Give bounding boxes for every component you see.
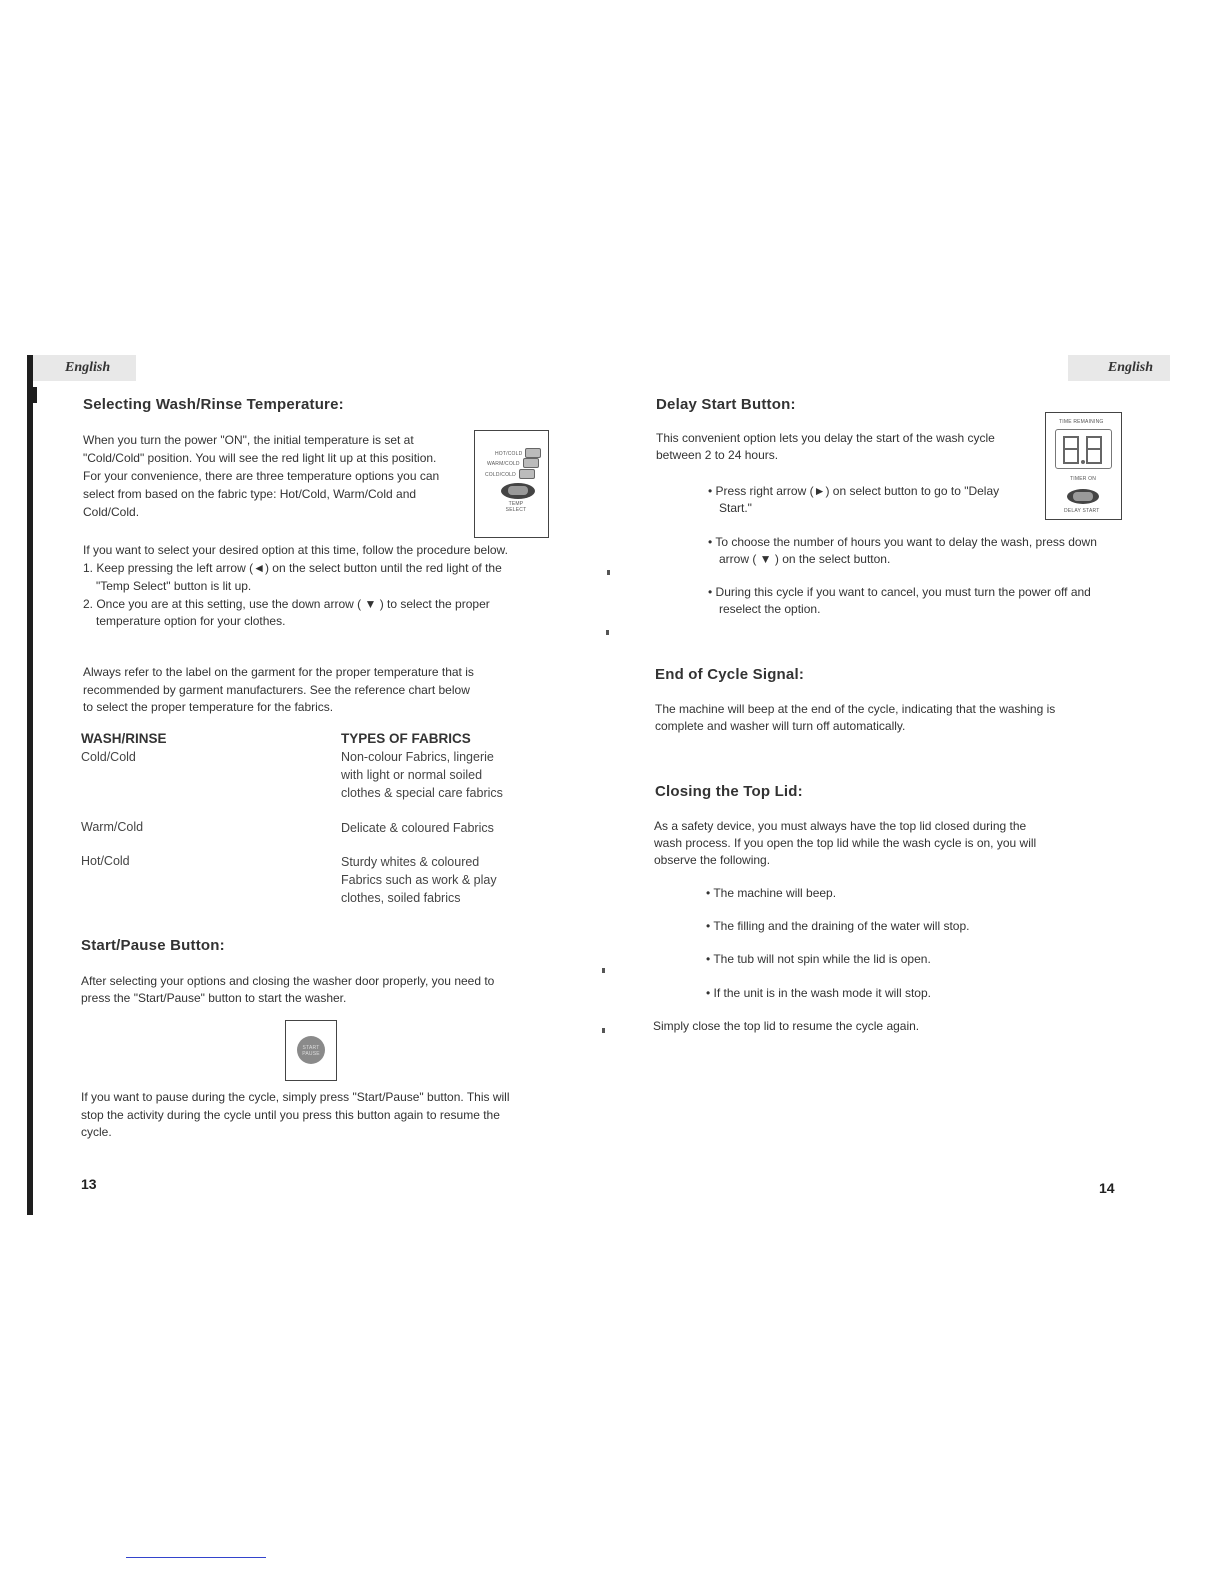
delay-start-panel-illustration bbox=[1045, 412, 1122, 520]
warm-cold-indicator-light bbox=[523, 458, 539, 468]
lid-bullet: • If the unit is in the wash mode it will stop. bbox=[706, 985, 931, 1003]
table-cell-fabric: Non-colour Fabrics, lingerie bbox=[341, 750, 494, 764]
fold-mark bbox=[602, 968, 605, 973]
page-binding-notch bbox=[27, 387, 37, 403]
lid-text-line: As a safety device, you must always have the top lid closed during the bbox=[654, 819, 1027, 833]
table-cell-fabric: clothes & special care fabrics bbox=[341, 786, 503, 800]
time-remaining-label: TIME REMAINING bbox=[1059, 419, 1104, 425]
digit-one-icon bbox=[1063, 436, 1079, 464]
language-label: English bbox=[1107, 360, 1153, 375]
step-two-line: 2. Once you are at this setting, use the down arrow ( ▼ ) to select the proper bbox=[83, 597, 490, 611]
text-line: When you turn the power "ON", the initial temperature is set at bbox=[83, 433, 414, 447]
delay-intro-line: This convenient option lets you delay the start of the wash cycle bbox=[656, 431, 995, 445]
warm-cold-label: WARM/COLD bbox=[487, 461, 520, 467]
procedure-intro: If you want to select your desired option at this time, follow the procedure below. bbox=[83, 543, 508, 557]
delay-bullet-line: • To choose the number of hours you want to delay the wash, press down bbox=[708, 534, 1097, 552]
delay-intro-line: between 2 to 24 hours. bbox=[656, 448, 779, 462]
section-title-end-of-cycle: End of Cycle Signal: bbox=[655, 666, 805, 683]
table-cell-wash: Cold/Cold bbox=[81, 750, 136, 764]
section-title-closing-lid: Closing the Top Lid: bbox=[655, 783, 803, 800]
pause-text-line: If you want to pause during the cycle, simply press "Start/Pause" button. This will bbox=[81, 1090, 510, 1104]
lid-bullet: • The machine will beep. bbox=[706, 885, 836, 903]
digit-two-icon bbox=[1086, 436, 1102, 464]
digit-two-mid-icon bbox=[1088, 448, 1100, 450]
table-cell-fabric: with light or normal soiled bbox=[341, 768, 483, 782]
cold-cold-label: COLD/COLD bbox=[485, 472, 516, 478]
start-text-line: press the "Start/Pause" button to start the washer. bbox=[81, 991, 347, 1005]
pause-text-line: stop the activity during the cycle until you press this button again to resume the bbox=[81, 1108, 500, 1122]
start-pause-label: START PAUSE bbox=[302, 1045, 320, 1057]
temp-select-label: TEMP SELECT bbox=[505, 501, 527, 513]
always-refer-line: to select the proper temperature for the fabrics. bbox=[83, 700, 334, 714]
timer-on-label: TIMER ON bbox=[1070, 476, 1097, 482]
delay-start-button-face bbox=[1073, 492, 1093, 501]
language-tab-right bbox=[1068, 355, 1170, 381]
delay-bullet-line: reselect the option. bbox=[719, 602, 821, 616]
step-two-line: temperature option for your clothes. bbox=[96, 614, 286, 628]
lid-bullet: • The tub will not spin while the lid is open. bbox=[706, 951, 931, 969]
end-text-line: complete and washer will turn off automatically. bbox=[655, 719, 906, 733]
start-pause-button-illustration bbox=[285, 1020, 337, 1081]
delay-bullet-line: • Press right arrow (►) on select button to go to "Delay bbox=[708, 483, 999, 501]
footer-underline bbox=[126, 1557, 266, 1558]
step-one-line: 1. Keep pressing the left arrow (◄) on the select button until the red light of the bbox=[83, 561, 502, 575]
decimal-dot-icon bbox=[1081, 460, 1085, 464]
table-cell-fabric: Fabrics such as work & play bbox=[341, 873, 497, 887]
table-cell-fabric: Sturdy whites & coloured bbox=[341, 855, 480, 869]
lid-text-line: wash process. If you open the top lid while the wash cycle is on, you will bbox=[654, 836, 1037, 850]
page-number-right: 14 bbox=[1099, 1180, 1115, 1196]
text-line: Cold/Cold. bbox=[83, 505, 140, 519]
section-title-start-pause: Start/Pause Button: bbox=[81, 937, 225, 954]
lid-closing-text: Simply close the top lid to resume the cycle again. bbox=[653, 1019, 920, 1033]
table-header-fabric-types: TYPES OF FABRICS bbox=[341, 731, 471, 746]
delay-bullet-line: arrow ( ▼ ) on the select button. bbox=[719, 552, 891, 566]
page-number-left: 13 bbox=[81, 1176, 97, 1192]
digit-one-mid-icon bbox=[1065, 448, 1077, 450]
language-label: English bbox=[65, 360, 111, 375]
delay-start-label: DELAY START bbox=[1064, 508, 1100, 514]
end-text-line: The machine will beep at the end of the cycle, indicating that the washing is bbox=[655, 702, 1056, 716]
delay-bullet-line: • During this cycle if you want to cancel, you must turn the power off and bbox=[708, 584, 1091, 602]
delay-bullet-line: Start." bbox=[719, 501, 752, 515]
fold-mark bbox=[602, 1028, 605, 1033]
text-line: select from based on the fabric type: Hot/Cold, Warm/Cold and bbox=[83, 487, 417, 501]
always-refer-line: Always refer to the label on the garment for the proper temperature that is bbox=[83, 665, 474, 679]
step-one-line: "Temp Select" button is lit up. bbox=[96, 579, 252, 593]
lid-bullet: • The filling and the draining of the water will stop. bbox=[706, 918, 969, 936]
table-header-wash-rinse: WASH/RINSE bbox=[81, 731, 167, 746]
hot-cold-label: HOT/COLD bbox=[495, 451, 523, 457]
language-tab-left bbox=[33, 355, 136, 381]
table-cell-wash: Warm/Cold bbox=[81, 820, 144, 834]
text-line: For your convenience, there are three temperature options you can bbox=[83, 469, 440, 483]
timer-display bbox=[1055, 429, 1112, 469]
section-title-delay-start: Delay Start Button: bbox=[656, 396, 796, 413]
table-cell-fabric: Delicate & coloured Fabrics bbox=[341, 821, 494, 835]
hot-cold-indicator-light bbox=[525, 448, 541, 458]
fold-mark bbox=[606, 630, 609, 635]
lid-text-line: observe the following. bbox=[654, 853, 771, 867]
table-cell-fabric: clothes, soiled fabrics bbox=[341, 891, 461, 905]
fold-mark bbox=[607, 570, 610, 575]
temperature-panel-illustration bbox=[474, 430, 549, 538]
temp-select-button-face bbox=[508, 486, 528, 495]
text-line: "Cold/Cold" position. You will see the red light lit up at this position. bbox=[83, 451, 437, 465]
cold-cold-indicator-light bbox=[519, 469, 535, 479]
table-cell-wash: Hot/Cold bbox=[81, 854, 130, 868]
section-title-temperature: Selecting Wash/Rinse Temperature: bbox=[83, 396, 344, 413]
start-text-line: After selecting your options and closing the washer door properly, you need to bbox=[81, 974, 495, 988]
always-refer-line: recommended by garment manufacturers. See the reference chart below bbox=[83, 683, 470, 697]
page-binding-edge bbox=[27, 355, 33, 1215]
pause-text-line: cycle. bbox=[81, 1125, 112, 1139]
